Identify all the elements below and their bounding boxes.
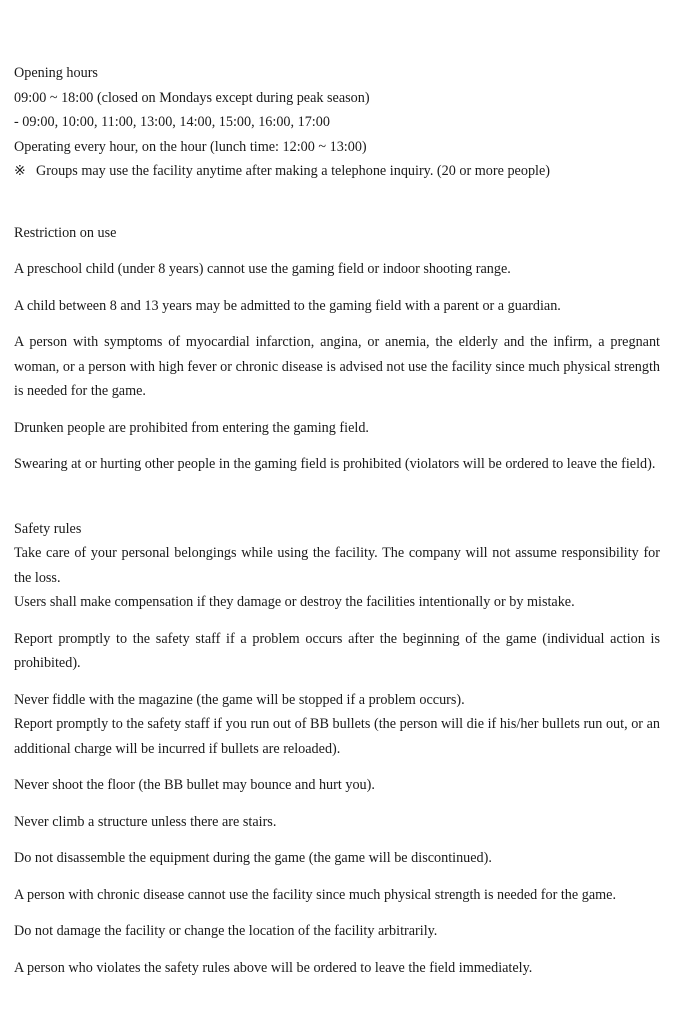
- restriction-item: Drunken people are prohibited from entering the gaming field.: [14, 419, 369, 436]
- safety-item: Report promptly to the safety staff if a problem occurs after the beginning of the game (individual action is prohibited).: [14, 630, 660, 671]
- opening-hours-line: Operating every hour, on the hour (lunch time: 12:00 ~ 13:00): [14, 138, 367, 155]
- safety-section: [14, 517, 660, 981]
- restriction-section: [14, 221, 660, 477]
- safety-heading: Safety rules: [14, 520, 82, 537]
- restriction-item: A preschool child (under 8 years) cannot use the gaming field or indoor shooting range.: [14, 261, 511, 277]
- safety-item: Users shall make compensation if they damage or destroy the facilities intentionally or by mistake.: [14, 594, 575, 610]
- restriction-item: A person with symptoms of myocardial infarction, angina, or anemia, the elderly and the infirm, a pregnant woman, or a person with high fever or chronic disease is advised not use the facility since much physical strength is needed for the game.: [14, 334, 660, 399]
- safety-item: Never fiddle with the magazine (the game will be stopped if a problem occurs).: [14, 691, 465, 708]
- group-note-text: Groups may use the facility anytime after making a telephone inquiry. (20 or more people): [36, 163, 550, 179]
- safety-item: Do not disassemble the equipment during the game (the game will be discontinued).: [14, 850, 492, 866]
- restriction-item: Swearing at or hurting other people in the gaming field is prohibited (violators will be ordered to leave the field).: [14, 456, 656, 472]
- safety-item: A person with chronic disease cannot use the facility since much physical strength is needed for the game.: [14, 886, 616, 903]
- safety-item: Never shoot the floor (the BB bullet may bounce and hurt you).: [14, 777, 375, 793]
- group-note: [14, 159, 660, 184]
- opening-hours-line: - 09:00, 10:00, 11:00, 13:00, 14:00, 15:00, 16:00, 17:00: [14, 114, 330, 130]
- safety-item: Do not damage the facility or change the location of the facility arbitrarily.: [14, 923, 438, 939]
- safety-item: Never climb a structure unless there are stairs.: [14, 813, 277, 830]
- reference-mark-icon: ※: [14, 163, 26, 179]
- safety-item: Take care of your personal belongings while using the facility. The company will not assume responsibility for the loss.: [14, 545, 660, 586]
- safety-item: A person who violates the safety rules above will be ordered to leave the field immediately.: [14, 959, 533, 976]
- opening-hours-line: 09:00 ~ 18:00 (closed on Mondays except during peak season): [14, 89, 370, 106]
- document-body: [14, 61, 660, 980]
- opening-hours-heading: Opening hours: [14, 65, 98, 81]
- safety-item: Report promptly to the safety staff if you run out of BB bullets (the person will die if his/her bullets run out, or an additional charge will be incurred if bullets are reloaded).: [14, 716, 660, 757]
- opening-hours-section: [14, 61, 660, 184]
- restriction-heading: Restriction on use: [14, 224, 117, 241]
- restriction-item: A child between 8 and 13 years may be admitted to the gaming field with a parent or a guardian.: [14, 297, 561, 314]
